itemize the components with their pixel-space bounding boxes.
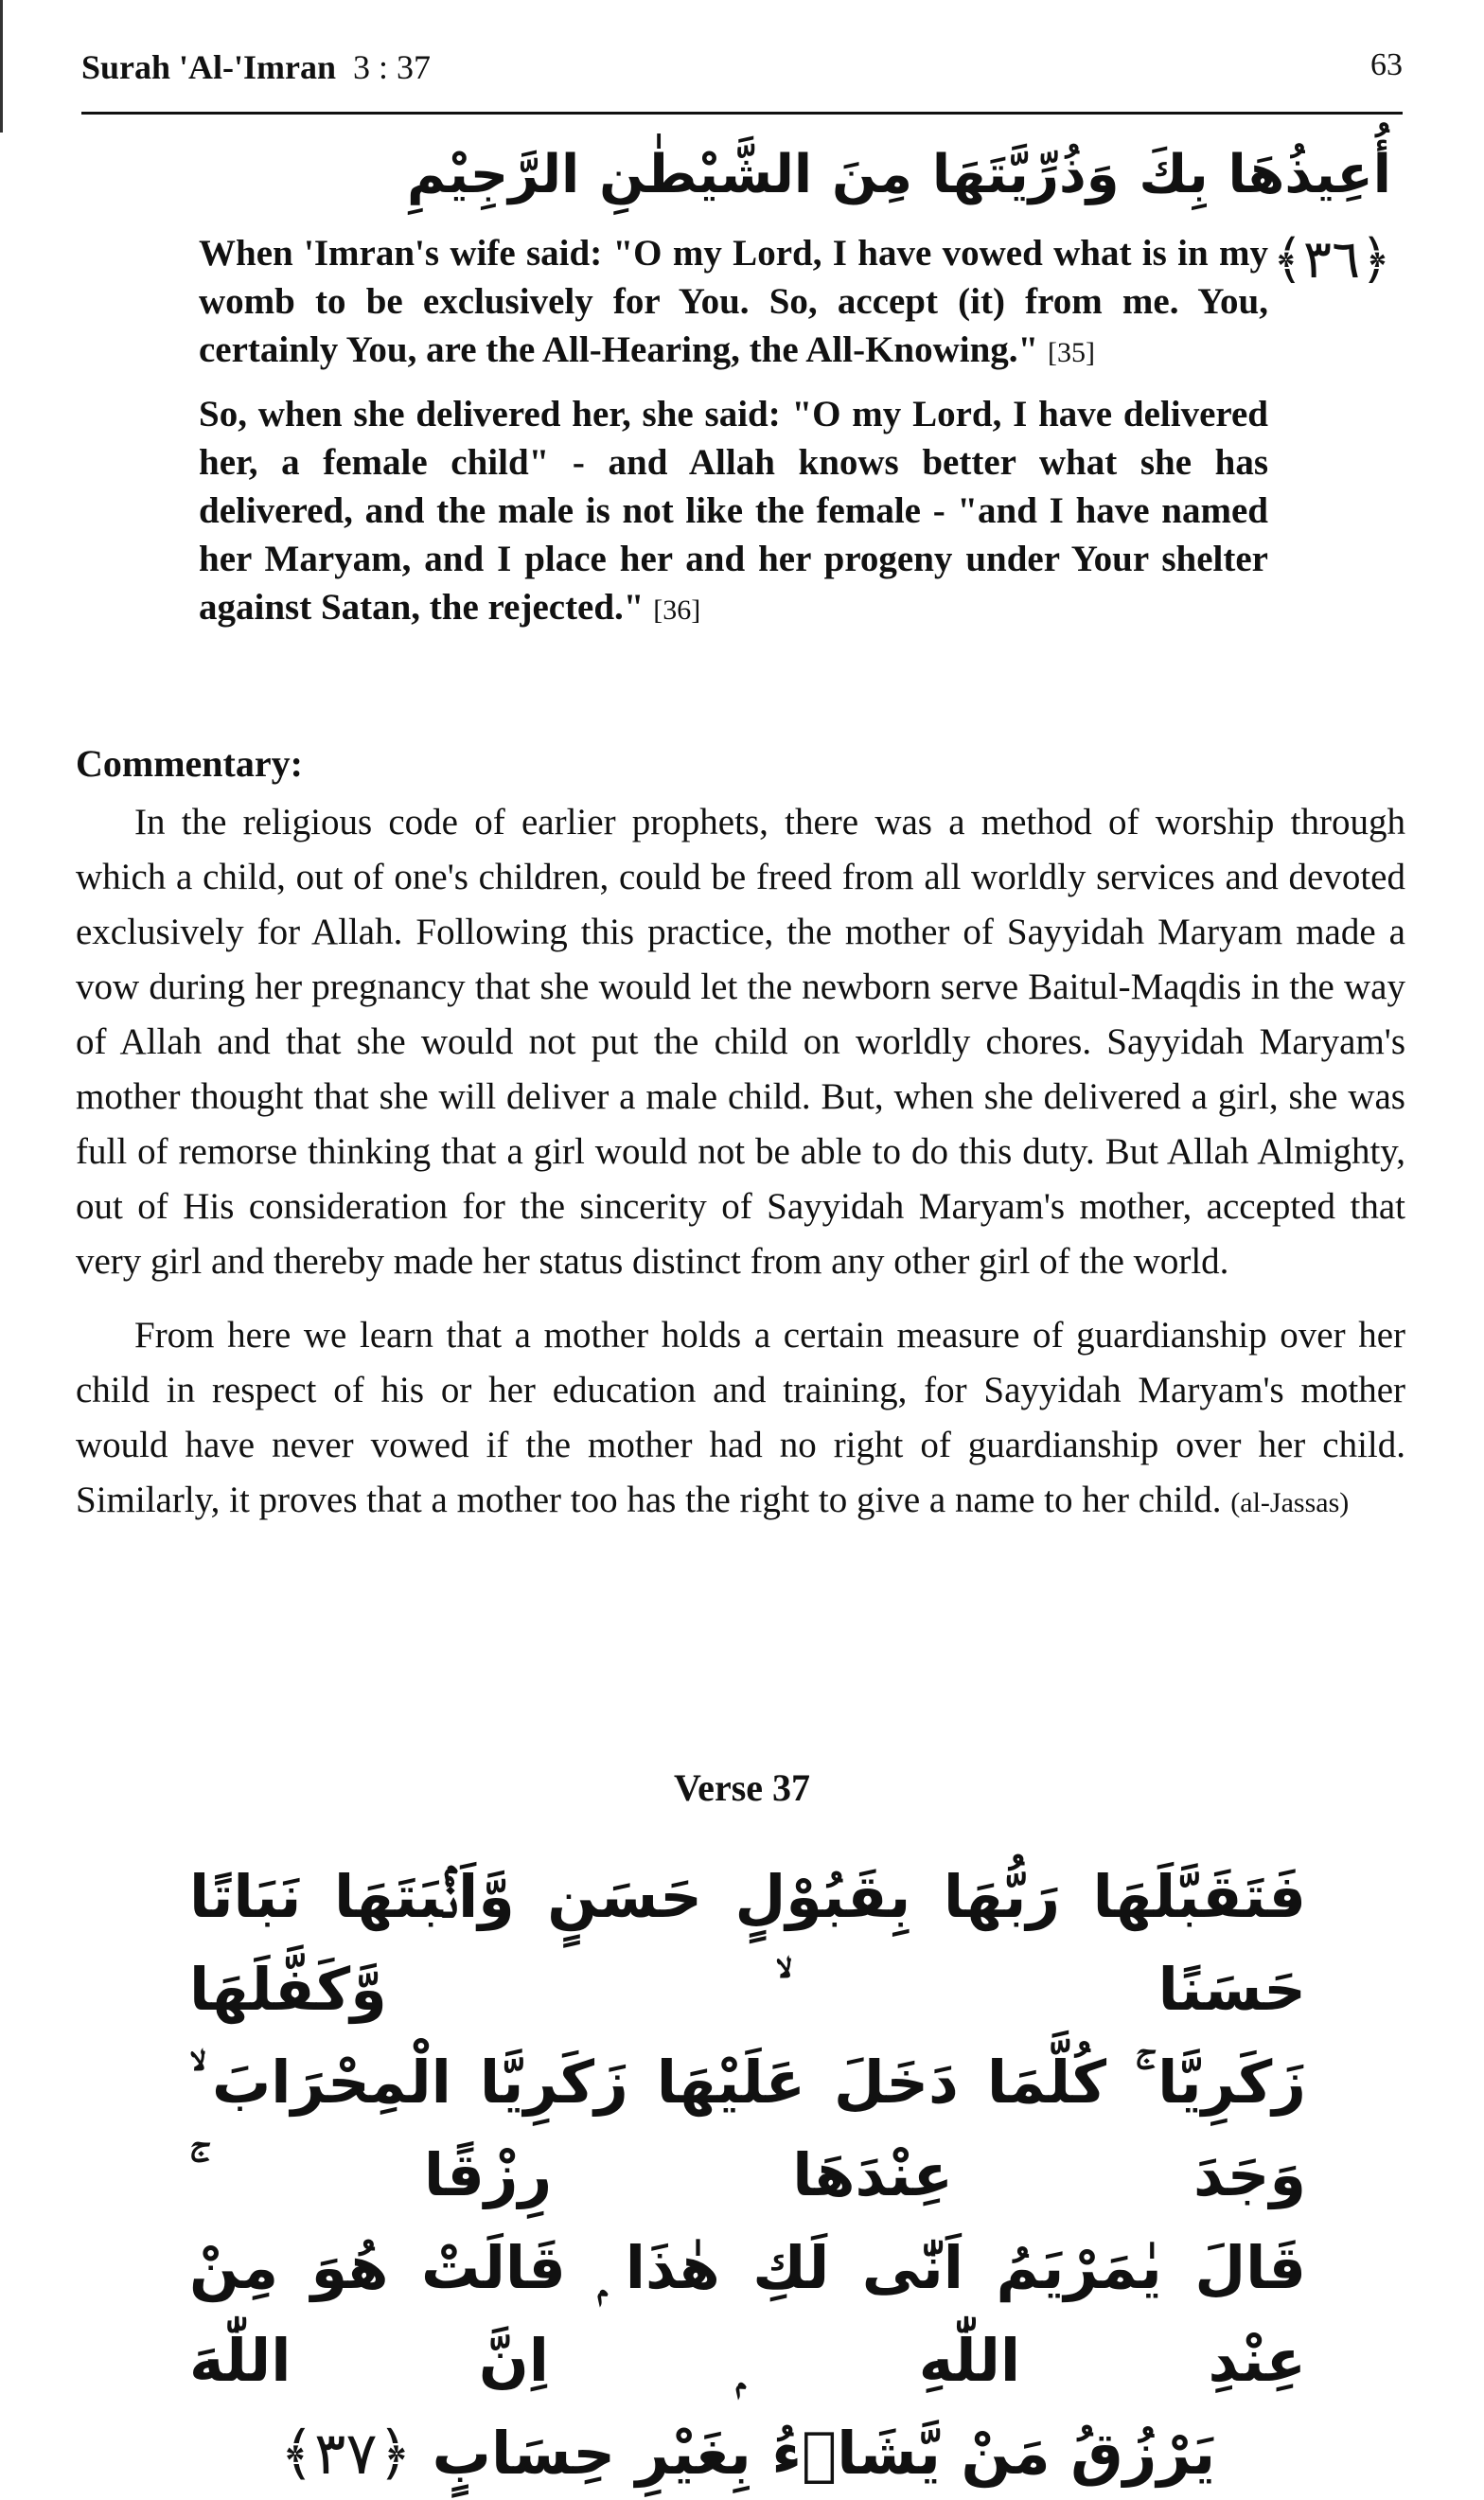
surah-title: Surah 'Al-'Imran <box>81 48 337 86</box>
page-header <box>81 47 1403 104</box>
source-citation: (al-Jassas) <box>1230 1487 1350 1518</box>
commentary-body <box>76 795 1405 1531</box>
page-number: 63 <box>1370 47 1403 82</box>
paragraph-text: From here we learn that a mother holds a certain measure of guardianship over her child in respect of his or her education and training, for Sayyidah Maryam's mother would have never vowed if the mother had no right of guardianship over her child. Similarly, it proves that a mother too has the right to give a name to her child. <box>76 1315 1405 1520</box>
verse-number-ref: [35] <box>1047 337 1095 368</box>
verse-heading: Verse 37 <box>673 1766 811 1809</box>
translation-text: So, when she delivered her, she said: "O my Lord, I have delivered her, a female child" - and Allah knows better what she has delivered, and the male is not like the female - "and I have named her Maryam, and I place her and her progeny under Your shelter against Satan, the rejected." <box>199 394 1268 628</box>
arabic-text: يَرْزُقُ مَنْ يَّشَاۗءُ بِغَيْرِ حِسَابٍ <box>432 2419 1216 2488</box>
commentary-paragraph: In the religious code of earlier prophets, there was a method of worship through which a child, out of one's children, could be freed from all worldly services and devoted exclusively for Allah. Following this practice, the mother of Sayyidah Maryam made a vow during her pregnancy that she would let the newborn serve Baitul-Maqdis in the way of Allah and that she would not put the child on worldly chores. Sayyidah Maryam's mother thought that she will deliver a male child. But, when she delivered a girl, she was full of remorse thinking that a girl would not be able to do this duty. But Allah Almighty, out of His consideration for the sincerity of Sayyidah Maryam's mother, accepted that very girl and thereby made her status distinct from any other girl of the world. <box>76 802 1405 1282</box>
arabic-verse-37 <box>189 1851 1306 2500</box>
commentary-paragraph <box>76 1308 1405 1531</box>
running-head <box>81 47 431 87</box>
arabic-line: قَالَ يٰمَرْيَمُ اَنّٰى لَكِ هٰذَا ۭ قَالَتْ هُوَ مِنْ عِنْدِ اللّٰهِ ۭ اِنَّ اللّٰهَ <box>189 2233 1306 2395</box>
ayah-number-mark: ﴿٣٦﴾ <box>1272 229 1391 291</box>
ayah-number-mark: ﴿٣٧﴾ <box>279 2419 413 2488</box>
verse-number-ref: [36] <box>653 594 701 626</box>
verse-reference: 3 : 37 <box>353 48 432 86</box>
translation-verse-35 <box>199 229 1268 377</box>
header-rule <box>81 112 1403 115</box>
binding-edge <box>0 0 3 133</box>
verse-translation <box>199 229 1268 647</box>
commentary-heading: Commentary: <box>76 742 303 785</box>
arabic-line <box>189 2407 1306 2500</box>
arabic-text: أُعِيذُهَا بِكَ وَذُرِّيَّتَهَا مِنَ الشَّيْطٰنِ الرَّجِيْمِ <box>407 144 1391 205</box>
translation-text: When 'Imran's wife said: "O my Lord, I have vowed what is in my womb to be exclusively for You. So, accept (it) from me. You, certainly You, are the All-Hearing, the All-Knowing." <box>199 233 1268 370</box>
arabic-line: زَكَرِيَّا ۚ كُلَّمَا دَخَلَ عَلَيْهَا زَكَرِيَّا الْمِحْرَابَ ۙ وَجَدَ عِنْدَهَا رِزْقًا ۚ <box>189 2048 1306 2209</box>
arabic-line: فَتَقَبَّلَهَا رَبُّهَا بِقَبُوْلٍ حَسَنٍ وَّاَنْۢبَتَهَا نَبَاتًا حَسَنًا ۙ وَّكَفَّلَهَا <box>189 1862 1306 2024</box>
translation-verse-36 <box>199 390 1268 634</box>
